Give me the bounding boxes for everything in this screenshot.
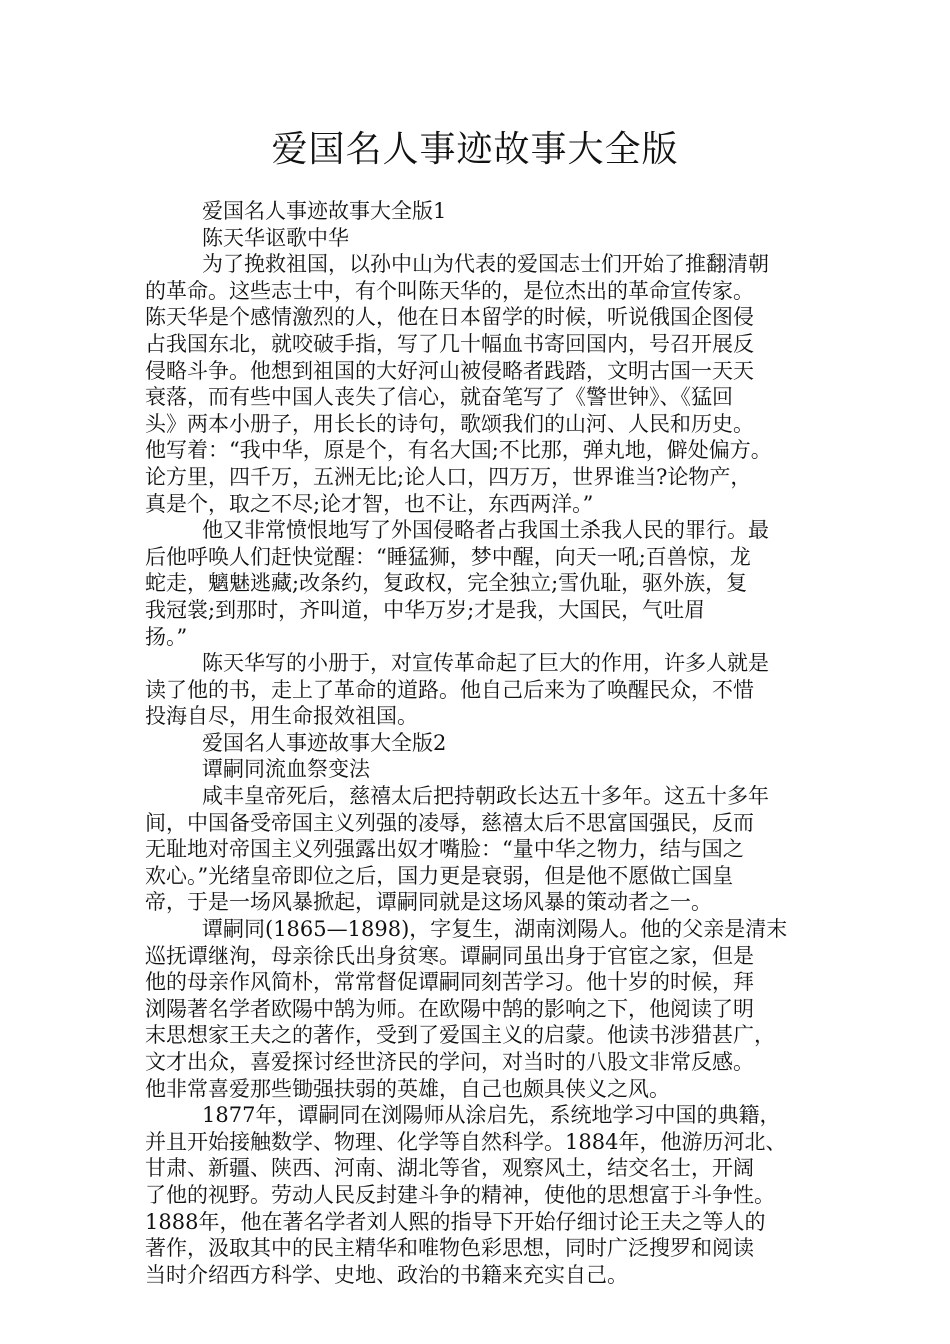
text-line: 论方里，四千万，五洲无比;论人口，四万万，世界谁当?论物产， [145, 464, 752, 489]
text-line: 衰落，而有些中国人丧失了信心，就奋笔写了《警世钟》、《猛回 [145, 385, 733, 410]
text-line: 并且开始接触数学、物理、化学等自然科学。1884年，他游历河北、 [145, 1129, 787, 1154]
text-line: 的革命。这些志士中，有个叫陈天华的，是位杰出的革命宣传家。 [145, 278, 754, 303]
text-line: 1888年，他在著名学者刘人熙的指导下开始仔细讨论王夫之等人的 [145, 1209, 766, 1234]
text-line: 头》两本小册子，用长长的诗句，歌颂我们的山河、人民和历史。 [145, 411, 754, 436]
text-line: 当时介绍西方科学、史地、政治的书籍来充实自己。 [145, 1262, 628, 1287]
text-line: 投海自尽，用生命报效祖国。 [145, 704, 418, 729]
text-line: 1877年，谭嗣同在浏陽师从涂启先，系统地学习中国的典籍， [202, 1103, 781, 1128]
text-line: 他非常喜爱那些锄强扶弱的英雄，自己也颇具侠义之风。 [145, 1076, 670, 1101]
text-line: 为了挽救祖国，以孙中山为代表的爱国志士们开始了推翻清朝 [202, 252, 769, 277]
text-line: 无耻地对帝国主义列强露出奴才嘴脸：“量中华之物力，结与国之 [145, 837, 744, 862]
text-line: 占我国东北，就咬破手指，写了几十幅血书寄回国内，号召开展反 [145, 331, 754, 356]
text-line: 我冠裳;到那时，齐叫道，中华万岁;才是我，大国民，气吐眉 [145, 597, 706, 622]
text-line: 爱国名人事迹故事大全版2 [202, 730, 447, 755]
text-line: 陈天华是个感情激烈的人，他在日本留学的时候，听说俄国企图侵 [145, 305, 754, 330]
text-line: 帝，于是一场风暴掀起，谭嗣同就是这场风暴的策动者之一。 [145, 890, 712, 915]
text-line: 文才出众，喜爱探讨经世济民的学问，对当时的八股文非常反感。 [145, 1050, 754, 1074]
text-line: 真是个，取之不尽;论才智，也不让，东西两洋。” [145, 491, 594, 516]
text-line: 他的母亲作风简朴，常常督促谭嗣同刻苦学习。他十岁的时候，拜 [145, 970, 754, 995]
text-line: 浏陽著名学者欧陽中鹄为师。在欧陽中鹄的影响之下，他阅读了明 [145, 996, 754, 1021]
document-title: 爱国名人事迹故事大全版 [271, 129, 679, 170]
text-line: 他写着：“我中华，原是个，有名大国;不比那，弹丸地，僻处偏方。 [145, 438, 772, 463]
text-line: 间，中国备受帝国主义列强的凌辱，慈禧太后不思富国强民，反而 [145, 810, 754, 835]
text-line: 扬。” [145, 624, 188, 649]
text-line: 著作，汲取其中的民主精华和唯物色彩思想，同时广泛搜罗和阅读 [145, 1236, 754, 1261]
document-body [145, 198, 821, 1288]
text-line: 陈天华讴歌中华 [202, 225, 349, 250]
text-line: 爱国名人事迹故事大全版1 [202, 199, 447, 223]
text-line: 侵略斗争。他想到祖国的大好河山被侵略者践踏，文明古国一天天 [145, 358, 754, 383]
text-line: 咸丰皇帝死后，慈禧太后把持朝政长达五十多年。这五十多年 [202, 784, 769, 809]
text-line: 读了他的书，走上了革命的道路。他自己后来为了唤醒民众，不惜 [145, 677, 754, 702]
text-line: 他又非常愤恨地写了外国侵略者占我国土杀我人民的罪行。最 [202, 518, 769, 543]
text-line: 巡抚谭继洵，母亲徐氏出身贫寒。谭嗣同虽出身于官宦之家，但是 [145, 943, 754, 968]
text-line: 谭嗣同流血祭变法 [202, 757, 370, 782]
text-line: 陈天华写的小册于，对宣传革命起了巨大的作用，许多人就是 [202, 651, 769, 676]
text-line: 谭嗣同(1865—1898)，字复生，湖南浏陽人。他的父亲是清末 [202, 917, 788, 942]
text-line: 甘肃、新疆、陕西、河南、湖北等省，观察风土，结交名士，开阔 [145, 1156, 754, 1181]
text-line: 欢心。”光绪皇帝即位之后，国力更是衰弱，但是他不愿做亡国皇 [145, 863, 734, 888]
text-line: 后他呼唤人们赶快觉醒：“睡猛狮，梦中醒，向天一吼;百兽惊，龙 [145, 544, 751, 569]
text-line: 了他的视野。劳动人民反封建斗争的精神，使他的思想富于斗争性。 [145, 1182, 775, 1207]
text-line: 末思想家王夫之的著作，受到了爱国主义的启蒙。他读书涉猎甚广， [145, 1023, 775, 1048]
text-line: 蛇走，魑魅逃藏;改条约，复政权，完全独立;雪仇耻，驱外族，复 [145, 571, 748, 596]
